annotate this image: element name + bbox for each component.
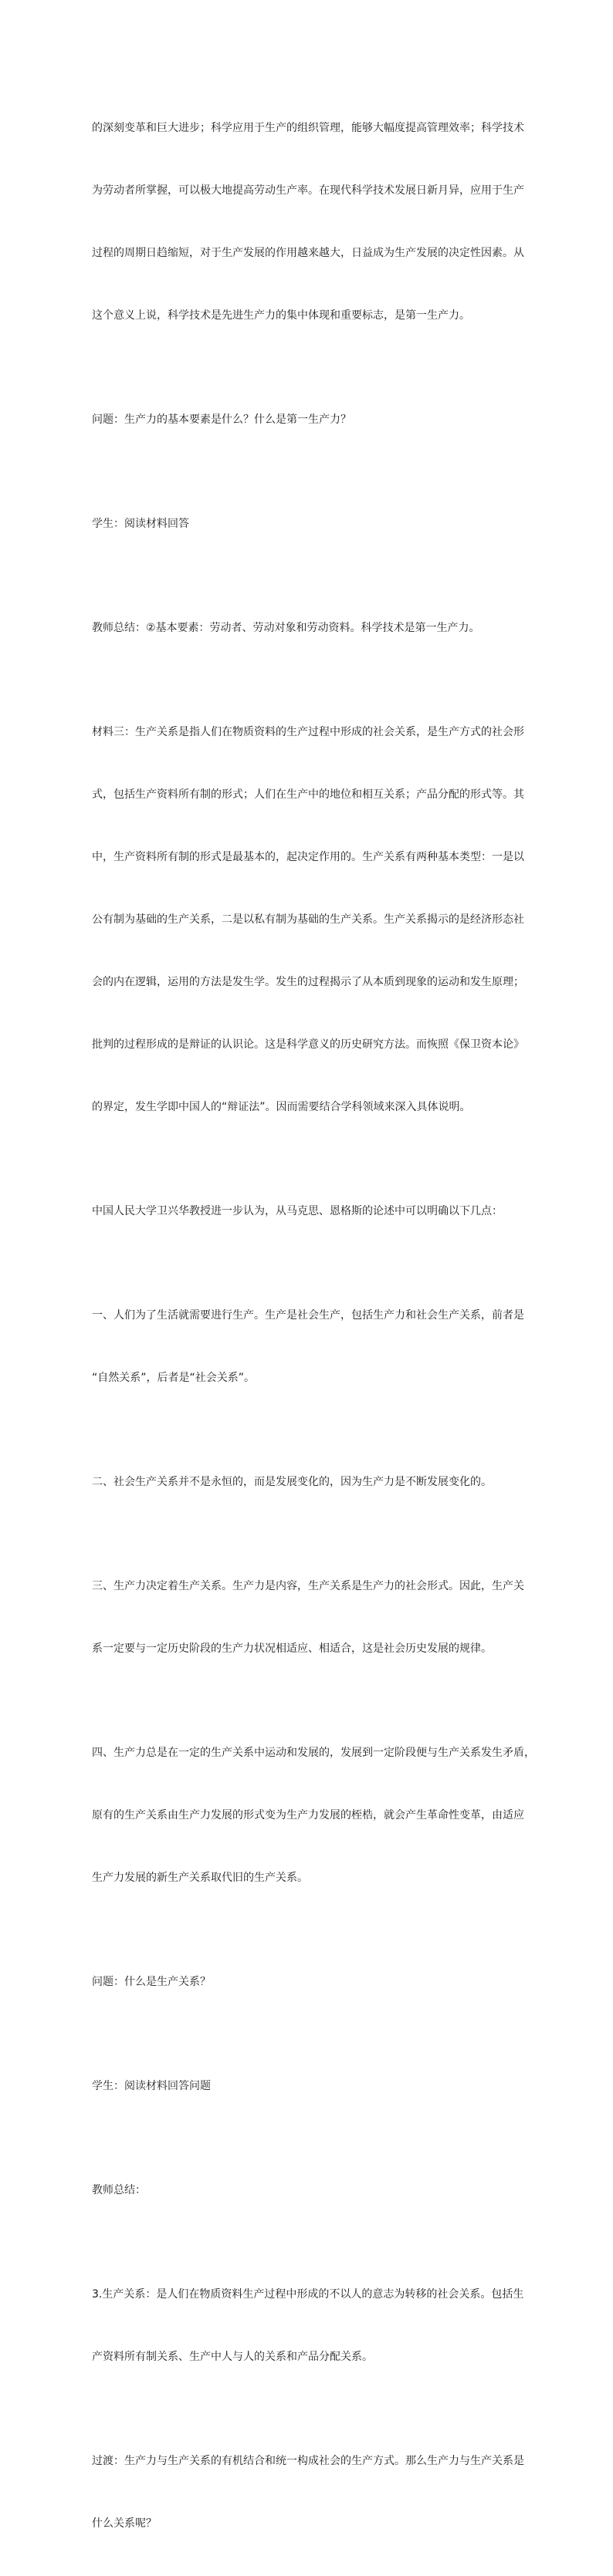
paragraph-point-3 [92, 1534, 524, 1701]
text-line: 中，生产资料所有制的形式是最基本的，起决定作用的。生产关系有两种基本类型：一是以 [92, 851, 524, 863]
text-line: 过渡：生产力与生产关系的有机结合和统一构成社会的生产方式。那么生产力与生产关系是 [92, 2455, 524, 2467]
paragraph-point-2 [92, 1430, 524, 1534]
paragraph-definition-3 [92, 2243, 524, 2409]
paragraph-material-3 [92, 680, 524, 1160]
text-line: 生产力发展的新生产关系取代旧的生产关系。 [92, 1872, 308, 1884]
text-line: 过程的周期日趋缩短，对于生产发展的作用越来越大，日益成为生产发展的决定性因素。从 [92, 247, 524, 259]
text-line: 的深刻变革和巨大进步；科学应用于生产的组织管理，能够大幅度提高管理效率；科学技术 [92, 122, 524, 134]
text-line: 教师总结：②基本要素：劳动者、劳动对象和劳动资料。科学技术是第一生产力。 [92, 622, 480, 634]
paragraph-student-1 [92, 472, 524, 576]
text-line: 二、社会生产关系并不是永恒的，而是发展变化的，因为生产力是不断发展变化的。 [92, 1476, 492, 1488]
text-line: 三、生产力决定着生产关系。生产力是内容，生产关系是生产力的社会形式。因此，生产关 [92, 1580, 524, 1592]
text-line: 学生：阅读材料回答 [92, 518, 189, 530]
text-line: 原有的生产关系由生产力发展的形式变为生产力发展的桎梏，就会产生革命性变革，由适应 [92, 1809, 524, 1821]
text-line: 式，包括生产资料所有制的形式；人们在生产中的地位和相互关系；产品分配的形式等。其 [92, 788, 524, 801]
paragraph-teacher-summary-2 [92, 2139, 524, 2243]
text-line: 中国人民大学卫兴华教授进一步认为，从马克思、恩格斯的论述中可以明确以下几点： [92, 1205, 503, 1217]
text-line: 什么关系呢？ [92, 2517, 157, 2530]
text-line: 系一定要与一定历史阶段的生产力状况相适应、相适合，这是社会历史发展的规律。 [92, 1642, 492, 1655]
text-line: 教师总结： [92, 2184, 146, 2196]
text-line: 材料三：生产关系是指人们在物质资料的生产过程中形成的社会关系，是生产方式的社会形 [92, 726, 524, 738]
paragraph-teacher-summary-1 [92, 576, 524, 680]
document-body [92, 76, 535, 2576]
paragraph-science-productivity [92, 76, 524, 368]
paragraph-question-1 [92, 368, 524, 472]
text-line: “自然关系”，后者是“社会关系”。 [92, 1372, 256, 1384]
text-line: 会的内在逻辑，运用的方法是发生学。发生的过程揭示了从本质到现象的运动和发生原理； [92, 976, 524, 988]
text-line: 问题：什么是生产关系？ [92, 1976, 211, 1988]
paragraph-point-4 [92, 1701, 535, 1930]
text-line: 这个意义上说，科学技术是先进生产力的集中体现和重要标志，是第一生产力。 [92, 309, 470, 322]
text-line: 产资料所有制关系、生产中人与人的关系和产品分配关系。 [92, 2351, 373, 2363]
paragraph-professor-intro [92, 1160, 524, 1264]
text-line: 四、生产力总是在一定的生产关系中运动和发展的，发展到一定阶段便与生产关系发生矛盾， [92, 1747, 535, 1759]
paragraph-transition [92, 2409, 524, 2576]
paragraph-point-1 [92, 1264, 524, 1430]
text-line: 公有制为基础的生产关系，二是以私有制为基础的生产关系。生产关系揭示的是经济形态社 [92, 913, 524, 926]
text-line: 批判的过程形成的是辩证的认识论。这是科学意义的历史研究方法。而恢照《保卫资本论》 [92, 1038, 524, 1051]
text-line: 一、人们为了生活就需要进行生产。生产是社会生产，包括生产力和社会生产关系，前者是 [92, 1309, 524, 1322]
paragraph-question-2 [92, 1930, 524, 2034]
text-line: 为劳动者所掌握，可以极大地提高劳动生产率。在现代科学技术发展日新月异，应用于生产 [92, 184, 524, 197]
paragraph-student-2 [92, 2034, 524, 2139]
text-line: 的界定，发生学即中国人的“辩证法”。因而需要结合学科领域来深入具体说明。 [92, 1101, 471, 1113]
text-line: 3.生产关系：是人们在物质资料生产过程中形成的不以人的意志为转移的社会关系。包括生 [92, 2288, 524, 2301]
text-line: 学生：阅读材料回答问题 [92, 2080, 211, 2092]
text-line: 问题：生产力的基本要素是什么？什么是第一生产力？ [92, 414, 351, 426]
